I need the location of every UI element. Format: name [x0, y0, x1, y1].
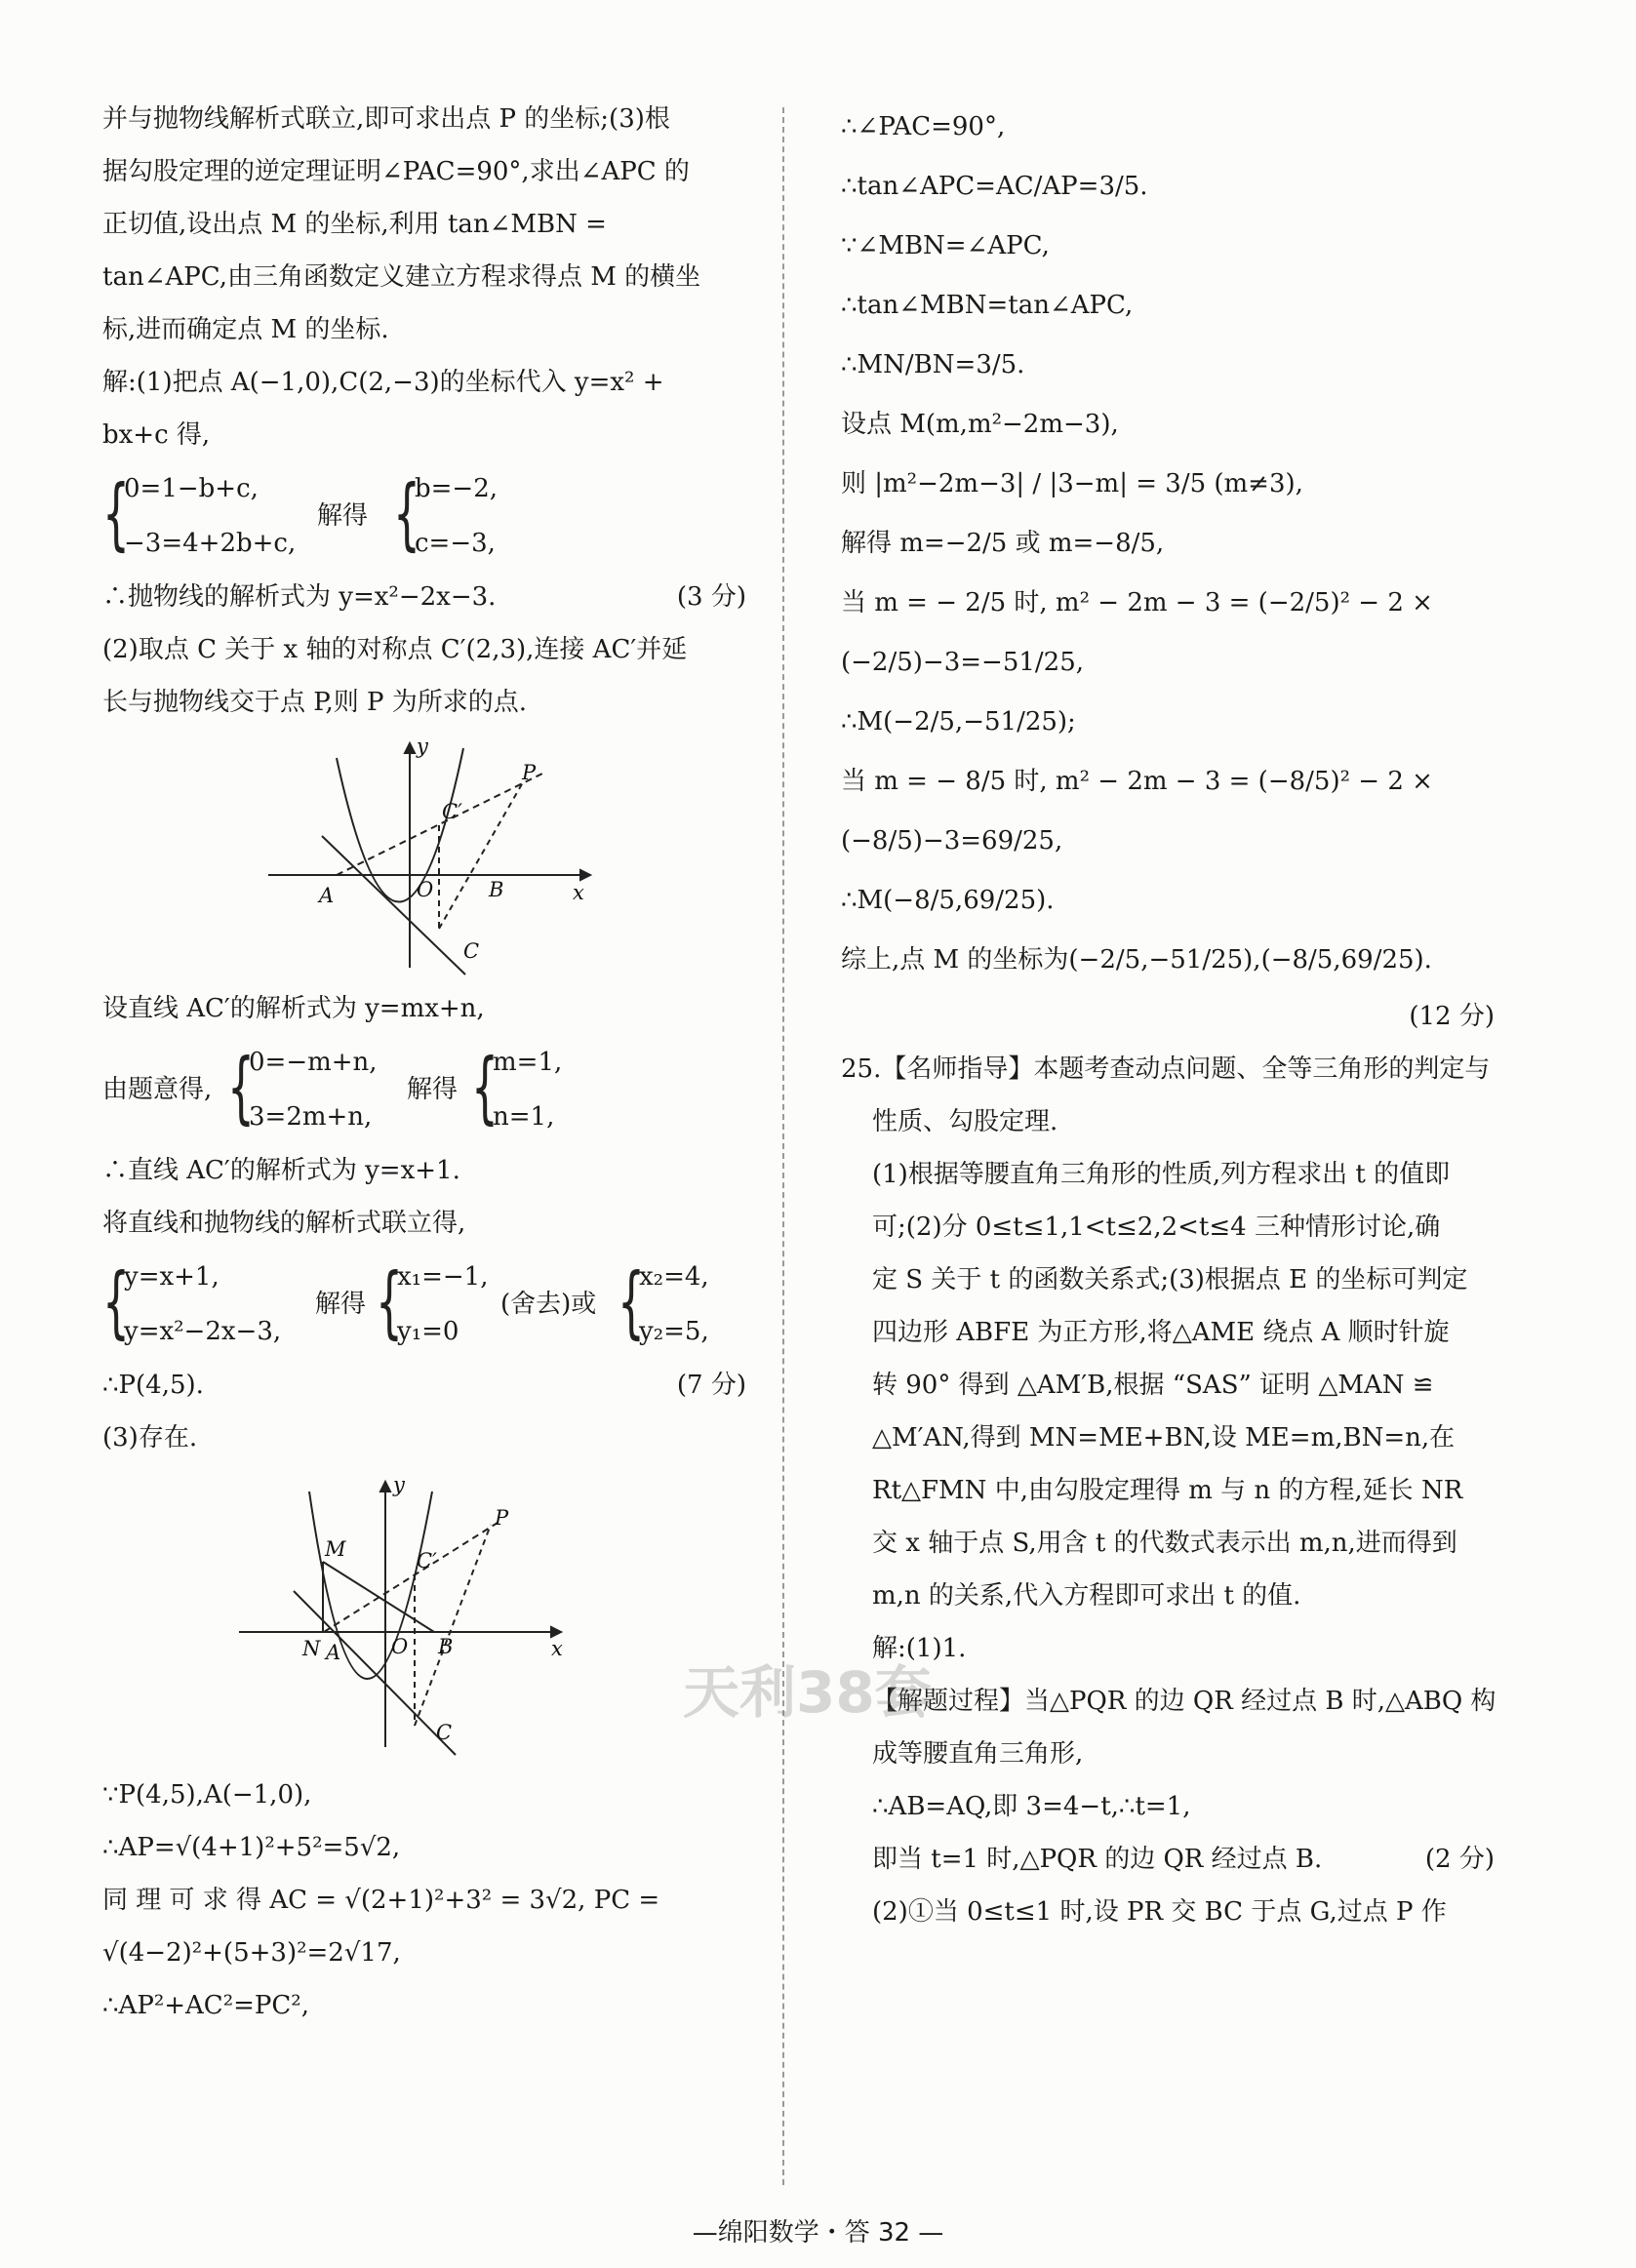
- text-line: ∴tan∠MBN=tan∠APC,: [841, 291, 1134, 320]
- left-column: [102, 93, 746, 2032]
- page-footer: —绵阳数学・答 32 —: [692, 2218, 944, 2248]
- y-axis-arrow: [405, 743, 415, 753]
- text-line: (2)①当 0≤t≤1 时,设 PR 交 BC 于点 G,过点 P 作: [872, 1897, 1447, 1927]
- equation-system-2: 由题意得, { 0=−m+n, 3=2m+n, 解得 { m=1, n=1,: [102, 1042, 563, 1133]
- line-ac: [294, 1591, 456, 1755]
- figure-1-svg: [102, 729, 746, 982]
- text-line: 成等腰直角三角形,: [872, 1739, 1084, 1769]
- line-ac: [322, 836, 465, 975]
- text-line: (1)根据等腰直角三角形的性质,列方程求出 t 的值即: [872, 1160, 1451, 1189]
- text-line: ∴M(−2/5,−51/25);: [841, 707, 1076, 736]
- label-a: A: [326, 1641, 341, 1664]
- line-acp-dashed: [337, 773, 544, 875]
- text-line: 性质、勾股定理.: [872, 1107, 1058, 1136]
- label-c-prime: C′: [442, 800, 462, 823]
- text-line: [841, 990, 1495, 1043]
- score-label: (7 分): [676, 1371, 746, 1400]
- label-b: B: [489, 878, 504, 901]
- text-line: ∵∠MBN=∠APC,: [841, 231, 1050, 260]
- text-line: 并与抛物线解析式联立,即可求出点 P 的坐标;(3)根: [102, 104, 670, 134]
- text-line: ∴AP²+AC²=PC²,: [102, 1991, 309, 2020]
- equation-system-3: { y=x+1, y=x²−2x−3, 解得 { x₁=−1, y₁=0 (舍去)或 { x₂=4, y₂=5,: [102, 1256, 709, 1347]
- text-line: 解:(1)把点 A(−1,0),C(2,−3)的坐标代入 y=x² +: [102, 368, 664, 397]
- text-line: √(4−2)²+(5+3)²=2√17,: [102, 1938, 401, 1968]
- text-line: (−2/5)−3=−51/25,: [841, 648, 1085, 677]
- equation-system-1: { 0=1−b+c, −3=4+2b+c, 解得 { b=−2, c=−3,: [102, 468, 499, 559]
- text-line: 交 x 轴于点 S,用含 t 的代数式表示出 m,n,进而得到: [872, 1529, 1457, 1558]
- figure-2-svg: [102, 1464, 746, 1769]
- text-line: 据勾股定理的逆定理证明∠PAC=90°,求出∠APC 的: [102, 157, 690, 186]
- score-label: (12 分): [1409, 1002, 1495, 1031]
- label-b: B: [438, 1635, 454, 1658]
- text-line: 可;(2)分 0≤t≤1,1<t≤2,2<t≤4 三种情形讨论,确: [872, 1213, 1441, 1242]
- text-line: 设点 M(m,m²−2m−3),: [841, 410, 1119, 439]
- parabola: [337, 748, 463, 902]
- x-axis-arrow: [580, 870, 590, 880]
- text-line: ∴tan∠APC=AC/AP=3/5.: [841, 172, 1148, 201]
- label-m: M: [325, 1537, 346, 1561]
- y-axis-arrow: [380, 1482, 390, 1492]
- text-line: m,n 的关系,代入方程即可求出 t 的值.: [872, 1581, 1301, 1611]
- svg-text:天利38套: 天利38套: [683, 1659, 932, 1726]
- label-n: N: [302, 1637, 321, 1660]
- text-line: ∴抛物线的解析式为 y=x²−2x−3. (3 分): [102, 571, 746, 623]
- question-25-title: 25.【名师指导】本题考查动点问题、全等三角形的判定与: [841, 1054, 1491, 1084]
- text-line: 四边形 ABFE 为正方形,将△AME 绕点 A 顺时针旋: [872, 1318, 1450, 1347]
- text-line: 解得 m=−2/5 或 m=−8/5,: [841, 529, 1165, 558]
- label-x: x: [551, 1637, 563, 1660]
- text-line: 解:(1)1.: [872, 1634, 967, 1663]
- text-line: tan∠APC,由三角函数定义建立方程求得点 M 的横坐: [102, 262, 701, 292]
- text-line: 定 S 关于 t 的函数关系式;(3)根据点 E 的坐标可判定: [872, 1265, 1468, 1294]
- text-line: 当 m = − 8/5 时, m² − 2m − 3 = (−8/5)² − 2 ×: [841, 767, 1433, 796]
- text-line: 设直线 AC′的解析式为 y=mx+n,: [102, 994, 485, 1023]
- text-line: Rt△FMN 中,由勾股定理得 m 与 n 的方程,延长 NR: [872, 1476, 1463, 1505]
- text-line: 同 理 可 求 得 AC = √(2+1)²+3² = 3√2, PC =: [102, 1886, 660, 1915]
- text-line: ∴P(4,5). (7 分): [102, 1359, 746, 1412]
- figure-parabola-2: [102, 1464, 746, 1769]
- label-p: P: [522, 761, 537, 784]
- label-a: A: [319, 884, 335, 907]
- text-line: 【解题过程】当△PQR 的边 QR 经过点 B 时,△ABQ 构: [872, 1687, 1496, 1716]
- text-line: △M′AN,得到 MN=ME+BN,设 ME=m,BN=n,在: [872, 1423, 1456, 1452]
- label-o: O: [391, 1635, 409, 1658]
- text-line: ∴∠PAC=90°,: [841, 112, 1006, 141]
- text-line: ∴MN/BN=3/5.: [841, 350, 1025, 379]
- label-x: x: [573, 881, 584, 904]
- label-c-prime: C′: [417, 1549, 437, 1572]
- label-y: y: [393, 1473, 405, 1496]
- text-line: 即当 t=1 时,△PQR 的边 QR 经过点 B. (2 分): [841, 1833, 1495, 1886]
- x-axis-arrow: [551, 1627, 561, 1637]
- watermark-logo: [673, 1614, 995, 1780]
- text-line: ∵P(4,5),A(−1,0),: [102, 1780, 312, 1810]
- text-line: ∴直线 AC′的解析式为 y=x+1.: [102, 1156, 460, 1185]
- text-line: (−8/5)−3=69/25,: [841, 826, 1063, 855]
- text-line: 综上,点 M 的坐标为(−2/5,−51/25),(−8/5,69/25).: [841, 945, 1432, 975]
- text-line: 当 m = − 2/5 时, m² − 2m − 3 = (−2/5)² − 2 ×: [841, 588, 1433, 617]
- text-line: 标,进而确定点 M 的坐标.: [102, 315, 389, 344]
- text-line: (2)取点 C 关于 x 轴的对称点 C′(2,3),连接 AC′并延: [102, 635, 688, 664]
- label-p: P: [495, 1506, 509, 1530]
- line-acp-dashed: [324, 1523, 498, 1632]
- label-c: C: [436, 1721, 453, 1744]
- score-label: (2 分): [1424, 1845, 1495, 1874]
- text-line: 长与抛物线交于点 P,则 P 为所求的点.: [102, 688, 528, 717]
- text-line: (3)存在.: [102, 1423, 198, 1452]
- label-o: O: [417, 878, 434, 901]
- figure-parabola-1: [102, 729, 746, 982]
- text-line: ∴AP=√(4+1)²+5²=5√2,: [102, 1833, 401, 1862]
- text-line: 正切值,设出点 M 的坐标,利用 tan∠MBN =: [102, 210, 607, 239]
- text-line: 则 |m²−2m−3| / |3−m| = 3/5 (m≠3),: [841, 469, 1303, 498]
- text-line: bx+c 得,: [102, 420, 211, 450]
- text-line: ∴AB=AQ,即 3=4−t,∴t=1,: [872, 1792, 1191, 1821]
- text-line: ∴M(−8/5,69/25).: [841, 886, 1055, 915]
- score-label: (3 分): [676, 582, 746, 612]
- text-line: 将直线和抛物线的解析式联立得,: [102, 1209, 466, 1238]
- column-divider: [782, 107, 784, 2185]
- label-y: y: [417, 735, 428, 758]
- label-c: C: [463, 939, 480, 963]
- text-line: 转 90° 得到 △AM′B,根据 “SAS” 证明 △MAN ≌: [872, 1371, 1434, 1400]
